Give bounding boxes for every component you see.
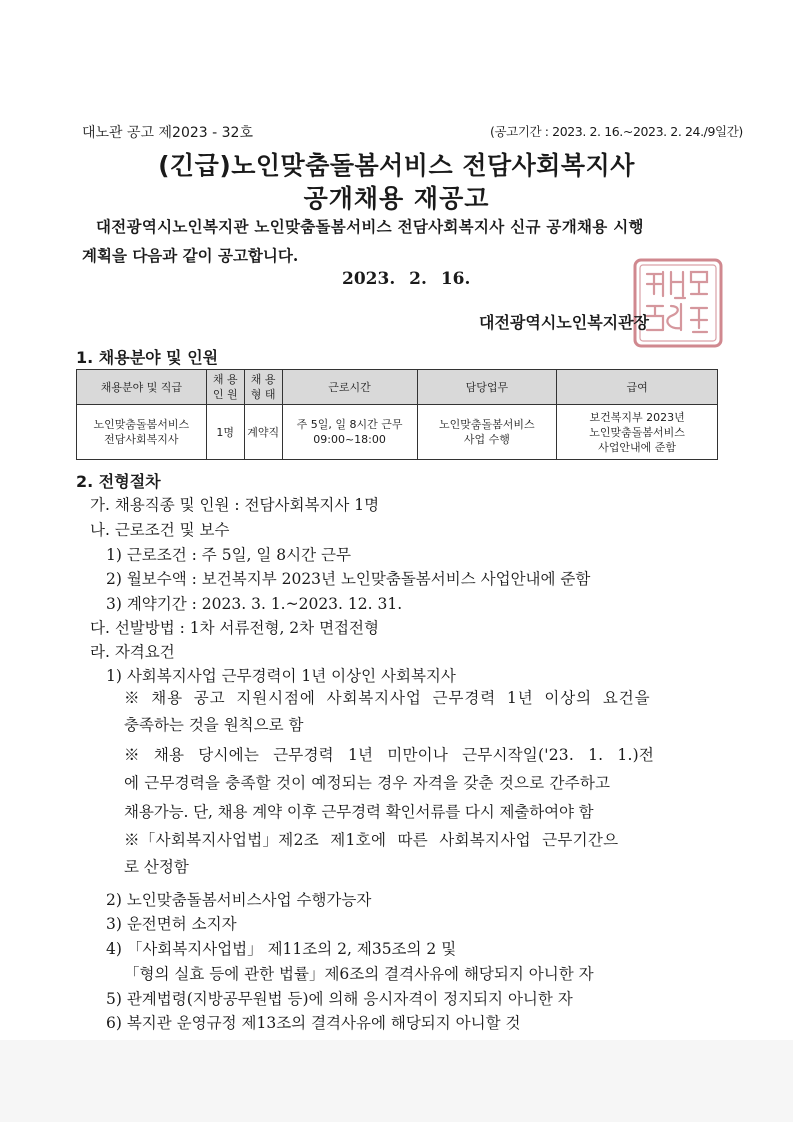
cell-pay: 보건복지부 2023년 노인맞춤돌봄서비스 사업안내에 준함 <box>557 405 718 460</box>
table-row <box>77 405 718 460</box>
page-bottom-shade <box>0 1040 793 1122</box>
header-type: 채 용 형 태 <box>244 370 282 405</box>
notice-number: 대노관 공고 제2023 - 32호 <box>82 125 253 141</box>
header-pay: 급여 <box>557 370 718 405</box>
item-na-2: 2) 월보수액 : 보건복지부 2023년 노인맞춤돌봄서비스 사업안내에 준함 <box>106 570 591 588</box>
notice-period: (공고기간 : 2023. 2. 16.~2023. 2. 24./9일간) <box>490 124 743 139</box>
item-ra-4-line1: 4) 「사회복지사업법」 제11조의 2, 제35조의 2 및 <box>106 940 457 958</box>
cell-type: 계약직 <box>244 405 282 460</box>
item-ra-5: 5) 관계법령(지방공무원법 등)에 의해 응시자격이 정지되지 아니한 자 <box>106 990 573 1008</box>
header-duty: 담당업무 <box>417 370 557 405</box>
item-ra-3: 3) 운전면허 소지자 <box>106 915 237 933</box>
announcement-date: 2023. 2. 16. <box>342 269 471 289</box>
item-ga: 가. 채용직종 및 인원 : 전담사회복지사 1명 <box>90 496 380 514</box>
cell-field: 노인맞춤돌봄서비스 전담사회복지사 <box>77 405 207 460</box>
item-na-1: 1) 근로조건 : 주 5일, 일 8시간 근무 <box>106 546 351 564</box>
item-da: 다. 선발방법 : 1차 서류전형, 2차 면접전형 <box>90 619 379 637</box>
cell-hours: 주 5일, 일 8시간 근무 09:00~18:00 <box>282 405 417 460</box>
note-2-line2: 에 근무경력을 충족할 것이 예정되는 경우 자격을 갖춘 것으로 간주하고 <box>124 774 611 792</box>
item-na-3: 3) 계약기간 : 2023. 3. 1.~2023. 12. 31. <box>106 595 403 613</box>
item-ra-4-line2: 「형의 실효 등에 관한 법률」제6조의 결격사유에 해당되지 아니한 자 <box>124 965 594 983</box>
item-ra-2: 2) 노인맞춤돌봄서비스사업 수행가능자 <box>106 891 372 909</box>
intro-line2: 계획을 다음과 같이 공고합니다. <box>82 246 299 265</box>
cell-duty: 노인맞춤돌봄서비스 사업 수행 <box>417 405 557 460</box>
item-ra-6: 6) 복지관 운영규정 제13조의 결격사유에 해당되지 아니할 것 <box>106 1014 521 1032</box>
cell-count: 1명 <box>206 405 244 460</box>
header-hours: 근로시간 <box>282 370 417 405</box>
issuer-name: 대전광역시노인복지관장 <box>479 313 650 332</box>
header-field: 채용분야 및 직급 <box>77 370 207 405</box>
section2-heading: 2. 전형절차 <box>76 472 161 491</box>
note-2-line3: 채용가능. 단, 채용 계약 이후 근무경력 확인서류를 다시 제출하여야 함 <box>124 803 594 821</box>
item-ra-1: 1) 사회복지사업 근무경력이 1년 이상인 사회복지사 <box>106 667 456 685</box>
document-title-line1: (긴급)노인맞춤돌봄서비스 전담사회복지사 <box>158 151 635 180</box>
section1-heading: 1. 채용분야 및 인원 <box>76 348 219 367</box>
note-1-line1: ※ 채용 공고 지원시점에 사회복지사업 근무경력 1년 이상의 요건을 <box>124 689 651 707</box>
header-count: 채 용 인 원 <box>206 370 244 405</box>
document-title-line2: 공개채용 재공고 <box>303 184 490 213</box>
note-3-line2: 로 산정함 <box>124 858 189 876</box>
item-na: 나. 근로조건 및 보수 <box>90 521 230 539</box>
table-header-row <box>77 370 718 405</box>
official-seal <box>633 258 723 348</box>
recruitment-table <box>76 369 718 460</box>
note-1-line2: 충족하는 것을 원칙으로 함 <box>124 716 304 734</box>
item-ra: 라. 자격요건 <box>90 643 175 661</box>
intro-line1: 대전광역시노인복지관 노인맞춤돌봄서비스 전담사회복지사 신규 공개채용 시행 <box>96 217 644 236</box>
note-3-line1: ※「사회복지사업법」제2조 제1호에 따른 사회복지사업 근무기간으 <box>124 831 619 849</box>
note-2-line1: ※ 채용 당시에는 근무경력 1년 미만이나 근무시작일('23. 1. 1.)전 <box>124 746 654 764</box>
